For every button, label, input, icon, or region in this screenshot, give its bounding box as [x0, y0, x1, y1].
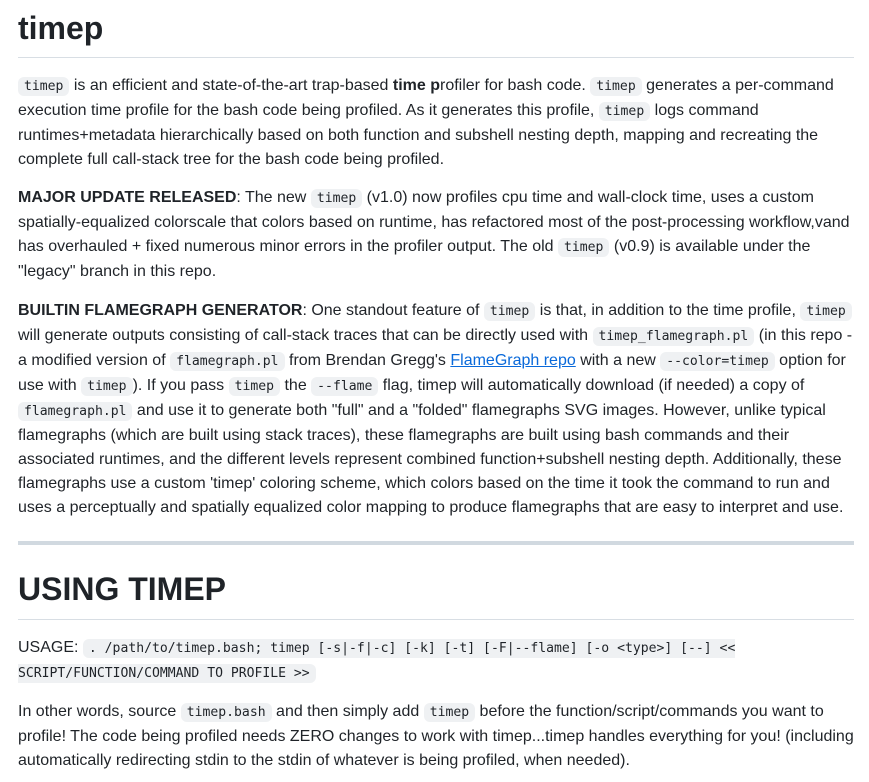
- bold-text: time p: [392, 77, 440, 94]
- bold-text: BUILTIN FLAMEGRAPH GENERATOR: [18, 302, 303, 319]
- inline-code: flamegraph.pl: [170, 352, 284, 371]
- inline-code: --flame: [311, 377, 378, 396]
- inline-code: timep: [484, 302, 535, 321]
- text: In other words, source: [18, 703, 181, 720]
- major-update-paragraph: [18, 186, 854, 284]
- other-words-paragraph: [18, 700, 854, 773]
- title-heading: timep: [18, 8, 854, 58]
- bold-text: MAJOR UPDATE RELEASED: [18, 189, 237, 206]
- text: rofiler for bash code.: [439, 77, 591, 94]
- inline-code: timep: [800, 302, 851, 321]
- inline-code: --color=timep: [660, 352, 774, 371]
- text: will generate outputs consisting of call-stack traces that can be directly used with: [18, 327, 593, 344]
- text: logs command runtimes+metadata hierarchically based on both function and subshell nesting depth, mapping and recreating the complete full call-stack tree for the bash code being profiled.: [18, 102, 819, 168]
- inline-code: timep: [590, 77, 641, 96]
- intro-paragraph: [18, 74, 854, 172]
- inline-code: timep: [81, 377, 132, 396]
- text: with a new: [575, 352, 661, 369]
- text: (v1.0) now profiles cpu time and wall-clock time, uses a custom spatially-equalized colorscale that colors based on runtime, has refactored most of the post-processing workflow,vand has overhauled + fixed numerous minor errors in the profiler output. The old: [18, 189, 850, 255]
- inline-code: timep: [311, 189, 362, 208]
- text: is that, in addition to the time profile,: [535, 302, 801, 319]
- flamegraph-repo-link[interactable]: FlameGraph repo: [450, 352, 576, 369]
- inline-code: flamegraph.pl: [18, 402, 132, 421]
- section-heading: USING TIMEP: [18, 569, 854, 620]
- flamegraph-paragraph: [18, 299, 854, 520]
- text: USAGE:: [18, 639, 83, 656]
- usage-paragraph: [18, 636, 854, 686]
- text: generates a per-command execution time profile for the bash code being profiled. As it generates this profile,: [18, 77, 834, 119]
- text: and then simply add: [271, 703, 424, 720]
- text: and use it to generate both "full" and a "folded" flamegraphs SVG images. However, unlike typical flamegraphs (which are built using stack traces), these flamegraphs are built using bash commands and their associated runtimes, and the different levels represent combined function+subshell nesting depth. Additionally, these flamegraphs use a custom 'timep' coloring scheme, which colors based on the time it took the command to run and uses a perceptually and spatially equalized color mapping to produce flamegraphs that are easy to interpret and use.: [18, 402, 844, 516]
- horizontal-rule: [18, 541, 854, 545]
- text: before the function/script/commands you want to profile! The code being profiled needs ZERO changes to work with timep...timep handles everything for you! (including automatically redirecting stdin to the stdin of whatever is being profiled, when needed).: [18, 703, 854, 769]
- inline-code: timep.bash: [181, 703, 272, 722]
- inline-code: timep: [229, 377, 280, 396]
- text: is an efficient and state-of-the-art trap-based: [69, 77, 393, 94]
- text: from Brendan Gregg's: [284, 352, 451, 369]
- inline-code: timep_flamegraph.pl: [593, 327, 755, 346]
- inline-code: timep: [18, 77, 69, 96]
- usage-code: . /path/to/timep.bash; timep [-s|-f|-c] [-k] [-t] [-F|--flame] [-o <type>] [--] << SCRIPT/FUNCTION/COMMAND TO PROFILE >>: [18, 641, 736, 681]
- text: the: [280, 377, 312, 394]
- inline-code: timep: [424, 703, 475, 722]
- inline-code: timep: [599, 102, 650, 121]
- inline-code: timep: [558, 238, 609, 257]
- text: : One standout feature of: [302, 302, 484, 319]
- text: : The new: [236, 189, 311, 206]
- text: ). If you pass: [132, 377, 229, 394]
- text: (v0.9) is available under the "legacy" branch in this repo.: [18, 238, 811, 280]
- text: option for use with: [18, 352, 846, 394]
- text: flag, timep will automatically download (if needed) a copy of: [378, 377, 805, 394]
- text: (in this repo - a modified version of: [18, 327, 853, 369]
